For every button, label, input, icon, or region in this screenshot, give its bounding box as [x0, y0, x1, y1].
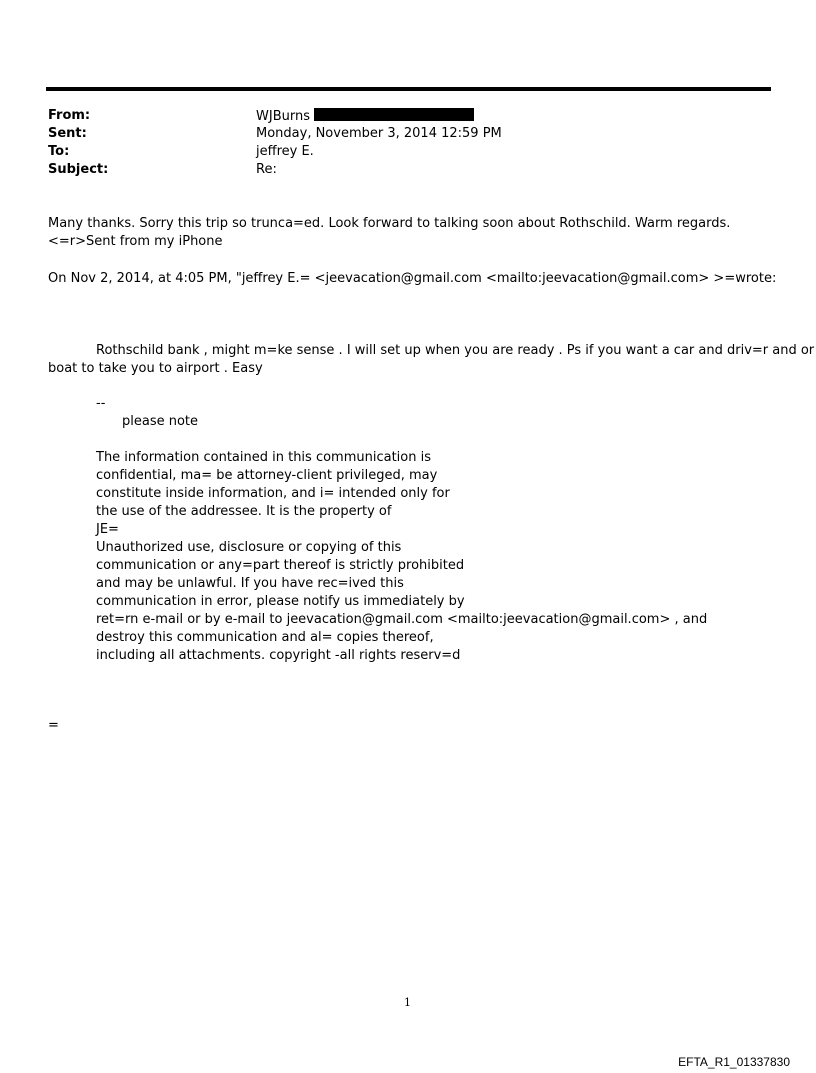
sent-label: Sent:	[48, 126, 87, 141]
disclaimer-line: communication or any=part thereof is strictly prohibited	[96, 558, 465, 573]
reply-text-line2: <=r>Sent from my iPhone	[48, 234, 223, 249]
to-value: jeffrey E.	[256, 144, 314, 159]
subject-value: Re:	[256, 162, 277, 177]
disclaimer-line: destroy this communication and al= copies thereof,	[96, 630, 434, 645]
disclaimer-line: The information contained in this communication is	[96, 450, 431, 465]
bates-number: EFTA_R1_01337830	[678, 1055, 790, 1069]
to-label: To:	[48, 144, 70, 159]
redaction-box	[314, 108, 474, 121]
quoted-text-line1: Rothschild bank , might m=ke sense . I will set up when you are ready . Ps if you want a car and driv=r and or	[96, 343, 815, 358]
disclaimer-line: and may be unlawful. If you have rec=ived this	[96, 576, 404, 591]
disclaimer-line: confidential, ma= be attorney-client privileged, may	[96, 468, 438, 483]
page-number: 1	[404, 996, 411, 1009]
disclaimer-line: constitute inside information, and i= intended only for	[96, 486, 450, 501]
from-name: WJBurns	[256, 109, 310, 124]
header-divider-rule	[46, 87, 771, 91]
disclaimer-line: including all attachments. copyright -all rights reserv=d	[96, 648, 461, 663]
quote-intro: On Nov 2, 2014, at 4:05 PM, "jeffrey E.= <jeevacation@gmail.com <mailto:jeevacation@gmail.com> >=wrote:	[48, 271, 777, 286]
reply-text-line1: Many thanks. Sorry this trip so trunca=ed. Look forward to talking soon about Rothschild. Warm regards.	[48, 216, 731, 231]
subject-label: Subject:	[48, 162, 109, 177]
from-value	[256, 108, 474, 124]
disclaimer-line: communication in error, please notify us immediately by	[96, 594, 465, 609]
disclaimer-line: JE=	[96, 522, 119, 537]
disclaimer-line: Unauthorized use, disclosure or copying of this	[96, 540, 402, 555]
trailing-equals: =	[48, 718, 59, 733]
quoted-text-line2: boat to take you to airport . Easy	[48, 361, 263, 376]
signature-dashes: --	[96, 396, 106, 411]
from-label: From:	[48, 108, 91, 123]
disclaimer-line: the use of the addressee. It is the property of	[96, 504, 392, 519]
sent-value: Monday, November 3, 2014 12:59 PM	[256, 126, 502, 141]
disclaimer-line: ret=rn e-mail or by e-mail to jeevacation@gmail.com <mailto:jeevacation@gmail.com> , and	[96, 612, 708, 627]
signature-note: please note	[122, 414, 199, 429]
